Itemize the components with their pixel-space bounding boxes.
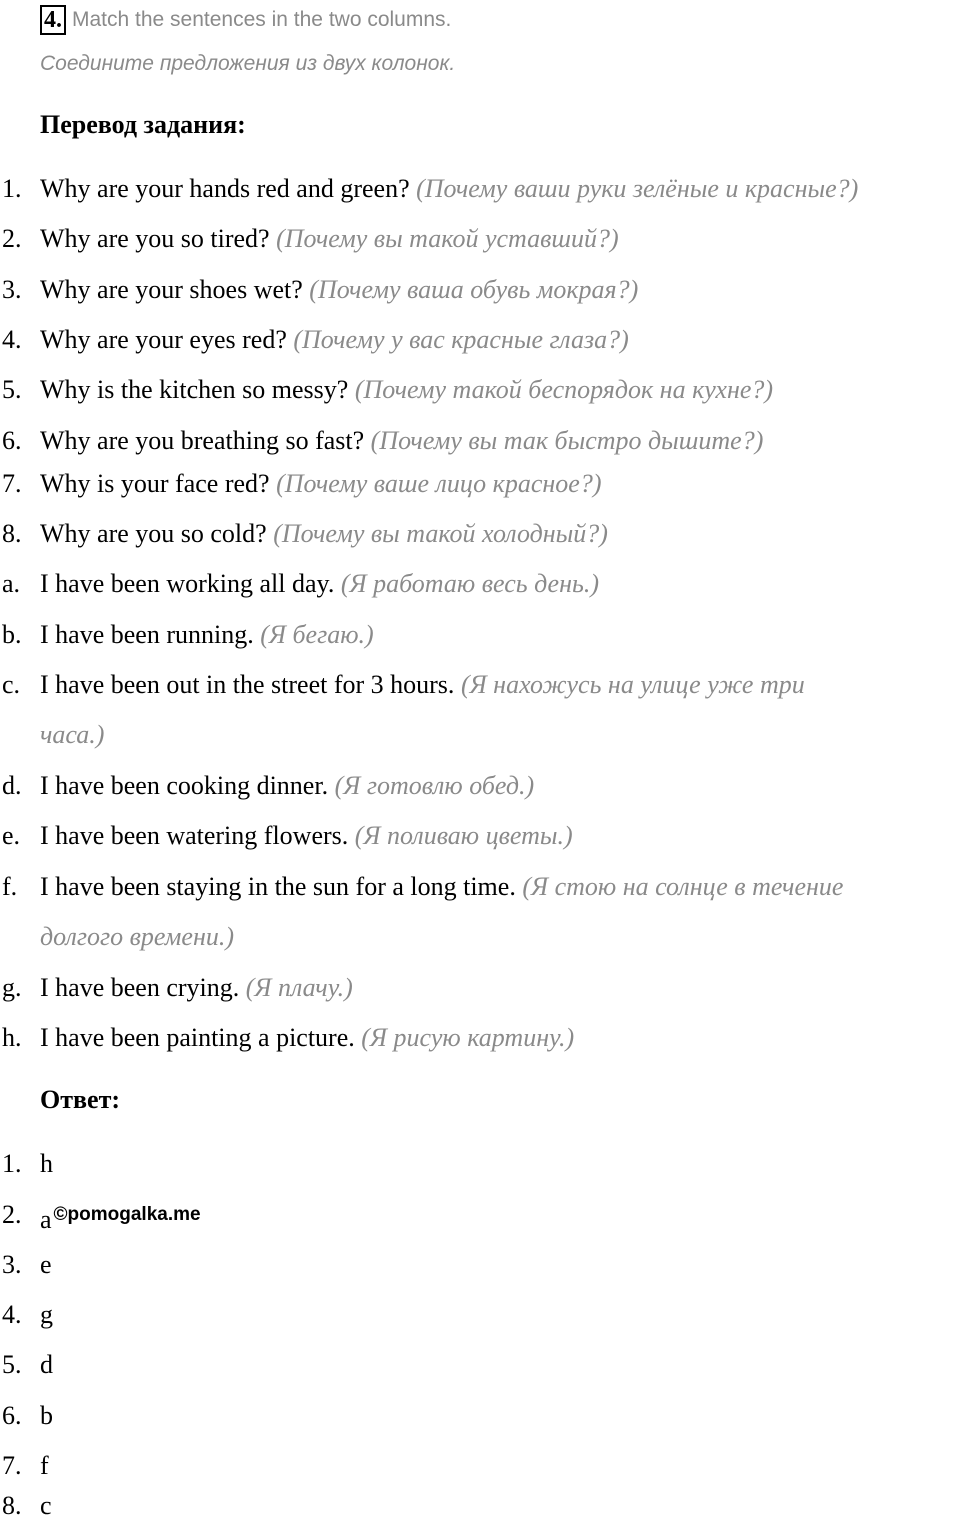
item-marker: 7.	[2, 469, 22, 498]
item-text	[40, 766, 534, 806]
answer-option-f	[0, 867, 960, 907]
item-marker: 1.	[2, 1149, 22, 1178]
answer-key-3	[0, 1245, 960, 1285]
question-item-2	[0, 219, 960, 259]
question-item-7	[0, 464, 960, 504]
item-marker: f.	[2, 872, 18, 901]
question-item-8	[0, 514, 960, 554]
russian-translation: (Я готовлю обед.)	[334, 771, 535, 800]
item-text	[40, 320, 629, 360]
item-marker: 3.	[2, 275, 22, 304]
answer-letter: d	[40, 1350, 53, 1379]
item-marker: 5.	[2, 375, 22, 404]
question-item-6	[0, 421, 960, 461]
english-sentence: I have been out in the street for 3 hours.	[40, 670, 455, 699]
translation-continuation: часа.)	[40, 720, 105, 749]
russian-translation: (Почему у вас красные глаза?)	[293, 325, 629, 354]
item-marker: 3.	[2, 1250, 22, 1279]
english-sentence: Why is your face red?	[40, 469, 270, 498]
item-marker: a.	[2, 569, 21, 598]
answer-option-e	[0, 816, 960, 856]
item-marker: g.	[2, 973, 22, 1002]
item-marker: 5.	[2, 1350, 22, 1379]
english-sentence: Why are you so tired?	[40, 224, 270, 253]
item-marker: 4.	[2, 1300, 22, 1329]
russian-translation: (Почему вы такой холодный?)	[273, 519, 608, 548]
answer-letter: g	[40, 1300, 53, 1329]
english-sentence: I have been staying in the sun for a long time.	[40, 872, 516, 901]
question-item-5	[0, 370, 960, 410]
english-sentence: Why are you breathing so fast?	[40, 426, 365, 455]
item-marker: h.	[2, 1023, 22, 1052]
item-marker: 4.	[2, 325, 22, 354]
item-text	[40, 968, 353, 1008]
item-text	[40, 564, 599, 604]
english-sentence: Why is the kitchen so messy?	[40, 375, 349, 404]
english-sentence: Why are your hands red and green?	[40, 174, 410, 203]
answer-key-1	[0, 1144, 960, 1184]
answer-letter: a	[40, 1205, 52, 1234]
english-sentence: I have been running.	[40, 620, 254, 649]
answer-key-4	[0, 1295, 960, 1335]
answer-option-d	[0, 766, 960, 806]
item-text	[40, 169, 858, 209]
task-header	[40, 4, 451, 36]
item-text	[40, 514, 608, 554]
item-text	[40, 615, 374, 655]
answer-key-8	[0, 1486, 960, 1526]
english-sentence: Why are your eyes red?	[40, 325, 287, 354]
item-marker: e.	[2, 821, 21, 850]
item-text	[40, 1018, 574, 1058]
question-item-3	[0, 270, 960, 310]
question-item-1	[0, 169, 960, 209]
russian-translation: (Почему ваша обувь мокрая?)	[309, 275, 639, 304]
answer-key-5	[0, 1345, 960, 1385]
item-text	[40, 421, 763, 461]
task-number: 4.	[40, 5, 66, 35]
item-text	[40, 219, 619, 259]
russian-translation: (Почему такой беспорядок на кухне?)	[354, 375, 774, 404]
answer-key-7	[0, 1446, 960, 1486]
russian-translation: (Почему вы такой уставший?)	[276, 224, 619, 253]
russian-translation: (Я нахожусь на улице уже три	[460, 670, 805, 699]
answer-letter: h	[40, 1149, 53, 1178]
english-sentence: Why are your shoes wet?	[40, 275, 303, 304]
answer-option-a	[0, 564, 960, 604]
item-text	[40, 464, 601, 504]
russian-translation: (Почему ваше лицо красное?)	[276, 469, 602, 498]
item-marker: 6.	[2, 1401, 22, 1430]
russian-translation: (Я стою на солнце в течение	[522, 872, 844, 901]
item-text	[40, 816, 573, 856]
english-sentence: I have been crying.	[40, 973, 240, 1002]
english-sentence: I have been painting a picture.	[40, 1023, 355, 1052]
item-marker: 8.	[2, 1491, 22, 1520]
task-title: Match the sentences in the two columns.	[72, 8, 452, 31]
answer-letter: f	[40, 1451, 49, 1480]
russian-translation: (Почему вы так быстро дышите?)	[370, 426, 764, 455]
question-item-4	[0, 320, 960, 360]
russian-translation: (Я работаю весь день.)	[340, 569, 599, 598]
answer-heading: Ответ:	[40, 1085, 121, 1114]
russian-translation: (Я плачу.)	[245, 973, 353, 1002]
english-sentence: I have been working all day.	[40, 569, 335, 598]
answer-option-b	[0, 615, 960, 655]
russian-translation: (Я поливаю цветы.)	[354, 821, 573, 850]
answer-letter: b	[40, 1401, 53, 1430]
answer-option-c	[0, 665, 960, 705]
translation-heading: Перевод задания:	[40, 110, 246, 139]
item-marker: 7.	[2, 1451, 22, 1480]
item-marker: 8.	[2, 519, 22, 548]
answer-option-g	[0, 968, 960, 1008]
answer-key-2	[0, 1195, 960, 1235]
task-subtitle: Соедините предложения из двух колонок.	[40, 52, 456, 75]
english-sentence: I have been cooking dinner.	[40, 771, 329, 800]
item-marker: 2.	[2, 224, 22, 253]
answer-item	[40, 1195, 201, 1240]
answer-letter: e	[40, 1250, 52, 1279]
answer-key-6	[0, 1396, 960, 1436]
translation-continuation: долгого времени.)	[40, 922, 234, 951]
item-marker: c.	[2, 670, 21, 699]
answer-option-h	[0, 1018, 960, 1058]
item-text	[40, 370, 773, 410]
answer-letter: c	[40, 1491, 52, 1520]
item-text	[40, 867, 843, 907]
english-sentence: Why are you so cold?	[40, 519, 267, 548]
english-sentence: I have been watering flowers.	[40, 821, 349, 850]
russian-translation: (Я бегаю.)	[260, 620, 374, 649]
item-text	[40, 665, 805, 705]
item-marker: b.	[2, 620, 22, 649]
russian-translation: (Почему ваши руки зелёные и красные?)	[416, 174, 859, 203]
watermark: ©pomogalka.me	[53, 1204, 201, 1225]
item-marker: 1.	[2, 174, 22, 203]
item-marker: 2.	[2, 1200, 22, 1229]
russian-translation: (Я рисую картину.)	[361, 1023, 575, 1052]
item-marker: 6.	[2, 426, 22, 455]
item-marker: d.	[2, 771, 22, 800]
item-text	[40, 270, 638, 310]
